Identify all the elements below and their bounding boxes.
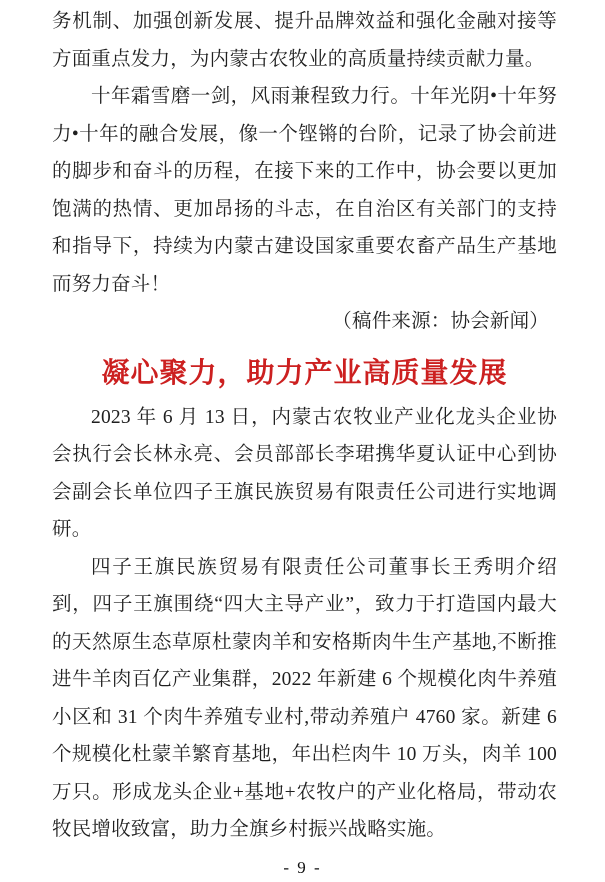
page-number: - 9 - [283,858,322,877]
source-attribution: （稿件来源：协会新闻） [332,311,549,332]
paragraph-company-intro: 四子王旗民族贸易有限责任公司董事长王秀明介绍到，四子王旗围绕“四大主导产业”，致力于打造国内最大的天然原生态草原杜蒙肉羊和安格斯肉牛生产基地,不断推进牛羊肉百亿产业集群，2022 年新建 6 个规模化肉牛养殖小区和 31 个肉牛养殖专业村,带动养殖户 4760 家。新建 6 个规模化杜蒙羊繁育基地，年出栏肉牛 10 万头，肉羊 100 万只。形成龙头企业+基地+农牧户的产业化格局，带动农牧民增收致富，助力全旗乡村振兴战略实施。 [52,556,557,840]
paragraph-decade-review: 十年霜雪磨一剑，风雨兼程致力行。十年光阴•十年努力•十年的融合发展，像一个铿锵的台阶，记录了协会前进的脚步和奋斗的历程，在接下来的工作中，协会要以更加饱满的热情、更加昂扬的斗志，在自治区有关部门的支持和指导下，持续为内蒙古建设国家重要农畜产品生产基地而努力奋斗！ [52,86,557,295]
paragraph-continuation: 务机制、加强创新发展、提升品牌效益和强化金融对接等方面重点发力，为内蒙古农牧业的高质量持续贡献力量。 [52,11,557,70]
paragraph-visit-intro: 2023 年 6 月 13 日，内蒙古农牧业产业化龙头企业协会执行会长林永亮、会员部部长李珺携华夏认证中心到协会副会长单位四子王旗民族贸易有限责任公司进行实地调研。 [52,406,557,540]
article-title: 凝心聚力，助力产业高质量发展 [101,357,508,389]
